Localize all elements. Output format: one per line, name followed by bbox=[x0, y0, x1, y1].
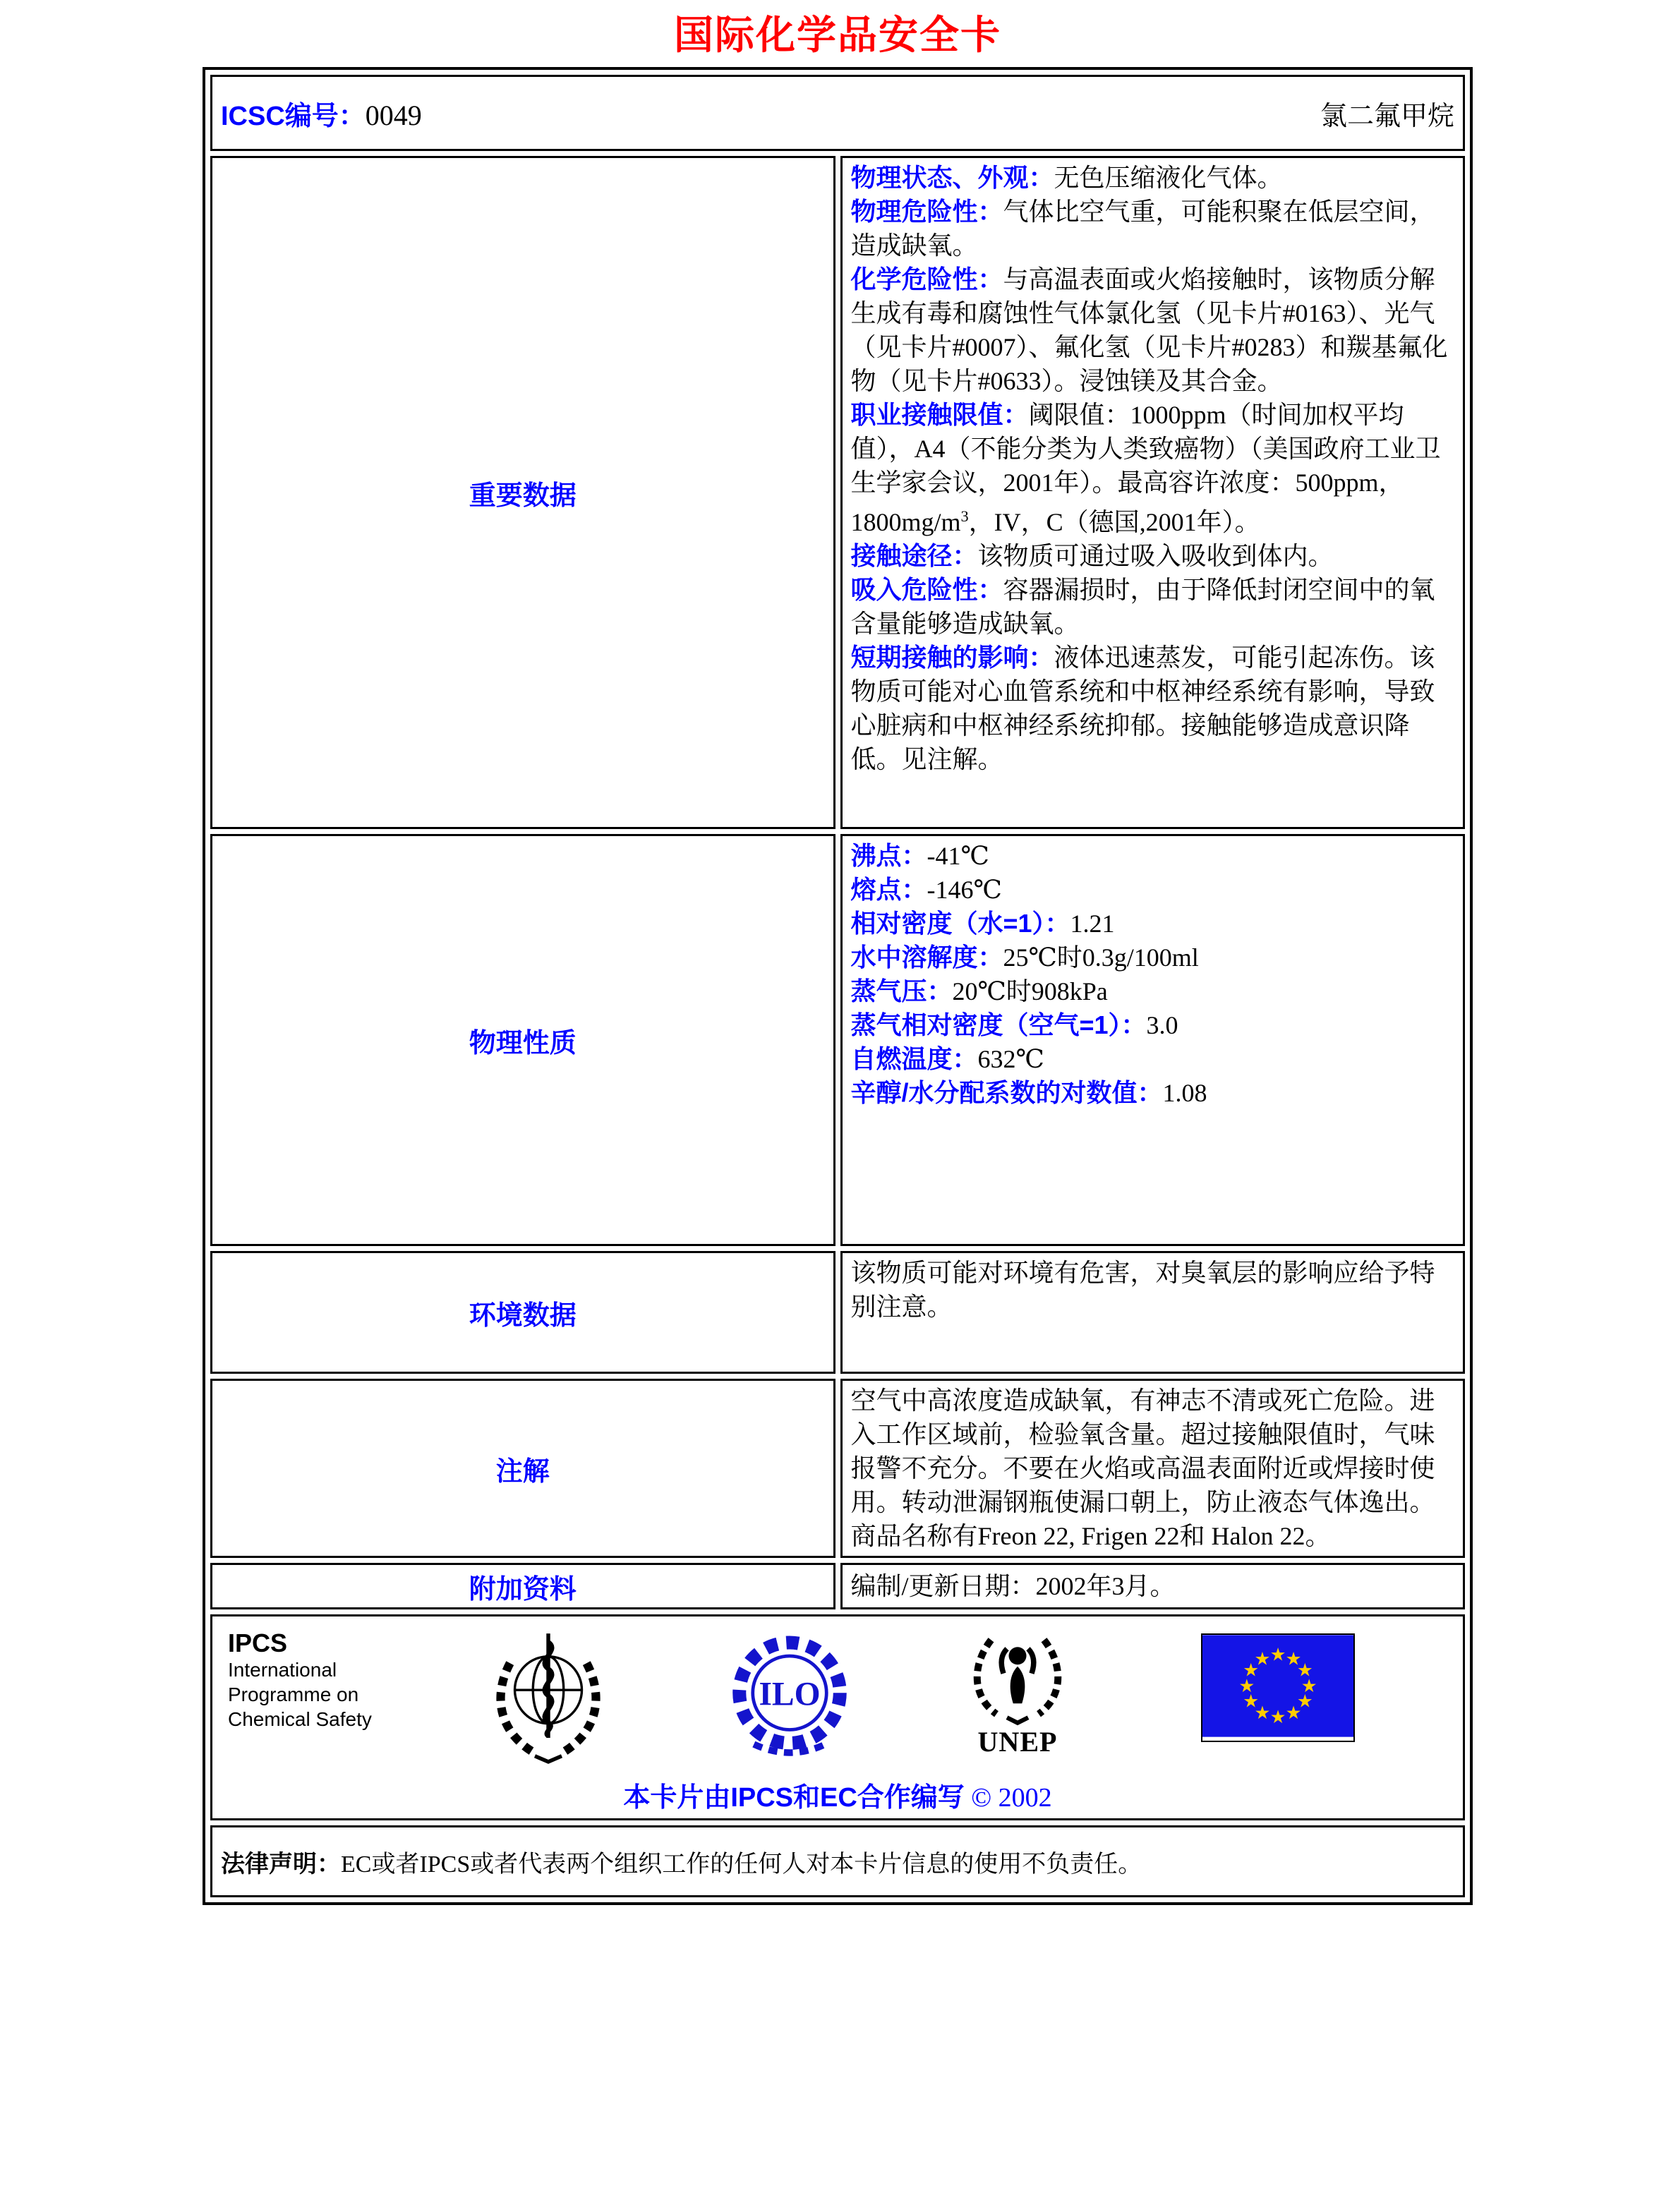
field-value: 25℃时0.3g/100ml bbox=[1003, 943, 1199, 972]
svg-text:★: ★ bbox=[1285, 1703, 1302, 1724]
field-value: 632℃ bbox=[977, 1045, 1044, 1073]
ipcs-text-block bbox=[228, 1629, 440, 1731]
field-value: 1.08 bbox=[1162, 1079, 1207, 1107]
field-autoignition-temperature bbox=[851, 1042, 1455, 1076]
svg-text:★: ★ bbox=[1269, 1707, 1286, 1729]
ipcs-title: IPCS bbox=[228, 1628, 288, 1657]
page-title: 国际化学品安全卡 bbox=[674, 14, 1001, 58]
icsc-number-group bbox=[221, 94, 422, 133]
field-value-cont: ，IV，C（德国,2001年）。 bbox=[968, 508, 1260, 536]
field-value: -41℃ bbox=[927, 842, 989, 870]
physical-properties-content bbox=[840, 834, 1466, 1246]
field-relative-density bbox=[851, 907, 1455, 941]
field-melting-point bbox=[851, 873, 1455, 907]
field-value: 20℃时908kPa bbox=[952, 977, 1108, 1005]
field-label: 蒸气相对密度（空气=1）： bbox=[850, 1010, 1147, 1039]
field-exposure-routes bbox=[851, 539, 1455, 573]
footer-row bbox=[210, 1614, 1465, 1820]
field-value: 与高温表面或火焰接触时，该物质分解生成有毒和腐蚀性气体氯化氢（见卡片#0163）、光气（见卡片#0007）、氟化氢（见卡片#0283）和羰基氟化物（见卡片#0633）。浸蚀镁及其合金。 bbox=[850, 265, 1448, 395]
field-physical-danger bbox=[851, 195, 1455, 262]
field-label: 自燃温度： bbox=[850, 1044, 978, 1073]
environmental-data-content bbox=[840, 1251, 1466, 1374]
field-label: 沸点： bbox=[850, 841, 927, 870]
field-value: 该物质可通过吸入吸收到体内。 bbox=[977, 542, 1334, 570]
copyright-text: 本卡片由IPCS和EC合作编写 bbox=[623, 1783, 965, 1813]
legal-cell bbox=[210, 1825, 1465, 1897]
field-value: 1.21 bbox=[1070, 909, 1115, 938]
field-label: 短期接触的影响： bbox=[850, 643, 1054, 672]
ipcs-line-1: International bbox=[228, 1659, 337, 1681]
environmental-data-text: 该物质可能对环境有危害，对臭氧层的影响应给予特别注意。 bbox=[850, 1259, 1435, 1321]
field-value: 液体迅速蒸发，可能引起冻伤。该物质可能对心血管系统和中枢神经系统有影响，导致心脏病和中枢神经系统抑郁。接触能够造成意识降低。见注解。 bbox=[850, 643, 1435, 773]
field-physical-state bbox=[851, 161, 1455, 195]
legal-label: 法律声明： bbox=[221, 1850, 341, 1878]
field-label: 水中溶解度： bbox=[850, 943, 1003, 972]
ipcs-line-2: Programme on bbox=[228, 1684, 359, 1705]
who-icon bbox=[489, 1631, 608, 1768]
field-chemical-danger bbox=[851, 262, 1455, 398]
copyright-year: © 2002 bbox=[971, 1783, 1052, 1813]
field-value: 阈限值：1000ppm（时间加权平均值），A4（不能分类为人类致癌物）（美国政府工业卫生学家会议，2001年）。最高容许浓度：500ppm，1800mg/m bbox=[850, 401, 1441, 536]
field-value: -146℃ bbox=[927, 876, 1002, 904]
field-value: 3.0 bbox=[1146, 1011, 1178, 1039]
field-label: 职业接触限值： bbox=[850, 400, 1029, 429]
physical-properties-row bbox=[210, 834, 1465, 1246]
header-cell bbox=[210, 75, 1465, 151]
field-occupational-limits bbox=[851, 398, 1455, 539]
field-label: 蒸气压： bbox=[850, 977, 953, 1005]
field-label: 熔点： bbox=[850, 875, 927, 904]
field-label: 物理状态、外观： bbox=[850, 163, 1054, 192]
svg-text:★: ★ bbox=[1254, 1648, 1271, 1670]
logos-band bbox=[228, 1629, 1447, 1768]
eu-flag-icon bbox=[1201, 1633, 1355, 1742]
important-data-content bbox=[840, 156, 1466, 829]
additional-info-text: 编制/更新日期：2002年3月。 bbox=[850, 1572, 1176, 1600]
environmental-data-row bbox=[210, 1251, 1465, 1374]
icsc-number-label: ICSC编号： bbox=[221, 101, 366, 131]
svg-text:★: ★ bbox=[1301, 1675, 1317, 1697]
superscript: 3 bbox=[960, 507, 969, 525]
field-vapor-pressure bbox=[851, 974, 1455, 1008]
chemical-name: 氯二氟甲烷 bbox=[1320, 101, 1454, 131]
additional-info-content bbox=[840, 1563, 1466, 1609]
notes-row bbox=[210, 1379, 1465, 1558]
field-label: 吸入危险性： bbox=[850, 575, 1003, 604]
field-value: 气体比空气重，可能积聚在低层空间，造成缺氧。 bbox=[850, 198, 1435, 260]
field-inhalation-risk bbox=[851, 573, 1455, 641]
unep-label: UNEP bbox=[977, 1726, 1058, 1758]
svg-text:★: ★ bbox=[1296, 1660, 1313, 1681]
field-label: 化学危险性： bbox=[850, 265, 1003, 294]
footer-cell bbox=[210, 1614, 1465, 1820]
important-data-row bbox=[210, 156, 1465, 829]
field-octanol-water-partition bbox=[851, 1076, 1455, 1110]
section-label-physical-properties: 物理性质 bbox=[210, 834, 835, 1246]
unep-icon bbox=[965, 1629, 1070, 1757]
field-short-term-effects bbox=[851, 641, 1455, 776]
legal-row bbox=[210, 1825, 1465, 1897]
field-label: 接触途径： bbox=[850, 541, 978, 570]
notes-content bbox=[840, 1379, 1466, 1558]
svg-text:★: ★ bbox=[1269, 1644, 1286, 1666]
field-vapor-relative-density bbox=[851, 1008, 1455, 1042]
icsc-number-value: 0049 bbox=[365, 99, 422, 131]
header-row bbox=[210, 75, 1465, 151]
section-label-important-data: 重要数据 bbox=[210, 156, 835, 829]
field-value: 容器漏损时，由于降低封闭空间中的氧含量能够造成缺氧。 bbox=[850, 576, 1435, 638]
field-boiling-point bbox=[851, 839, 1455, 873]
section-label-environmental-data: 环境数据 bbox=[210, 1251, 835, 1374]
svg-text:★: ★ bbox=[1243, 1691, 1260, 1712]
section-label-notes: 注解 bbox=[210, 1379, 835, 1558]
additional-info-row bbox=[210, 1563, 1465, 1609]
ilo-letters: ILO bbox=[759, 1676, 821, 1713]
legal-text: EC或者IPCS或者代表两个组织工作的任何人对本卡片信息的使用不负责任。 bbox=[341, 1851, 1142, 1878]
field-label: 相对密度（水=1）： bbox=[850, 909, 1070, 938]
ilo-icon bbox=[720, 1629, 859, 1767]
section-label-additional-info: 附加资料 bbox=[210, 1563, 835, 1609]
field-label: 物理危险性： bbox=[850, 197, 1003, 226]
svg-text:★: ★ bbox=[1238, 1675, 1255, 1697]
svg-text:★: ★ bbox=[1243, 1660, 1260, 1681]
field-water-solubility bbox=[851, 941, 1455, 974]
svg-text:★: ★ bbox=[1254, 1703, 1271, 1724]
ipcs-line-3: Chemical Safety bbox=[228, 1708, 372, 1730]
field-value: 无色压缩液化气体。 bbox=[1054, 164, 1283, 192]
field-label: 辛醇/水分配系数的对数值： bbox=[850, 1078, 1163, 1107]
copyright-line bbox=[228, 1775, 1447, 1814]
svg-text:★: ★ bbox=[1296, 1691, 1313, 1712]
svg-text:★: ★ bbox=[1285, 1648, 1302, 1670]
icsc-card-table bbox=[203, 67, 1473, 1905]
notes-text: 空气中高浓度造成缺氧，有神志不清或死亡危险。进入工作区域前，检验氧含量。超过接触限值时，气味报警不充分。不要在火焰或高温表面附近或焊接时使用。转动泄漏钢瓶使漏口朝上，防止液态气体逸出。商品名称有Freon 22, Frigen 22和 Halon 22。 bbox=[850, 1386, 1435, 1550]
